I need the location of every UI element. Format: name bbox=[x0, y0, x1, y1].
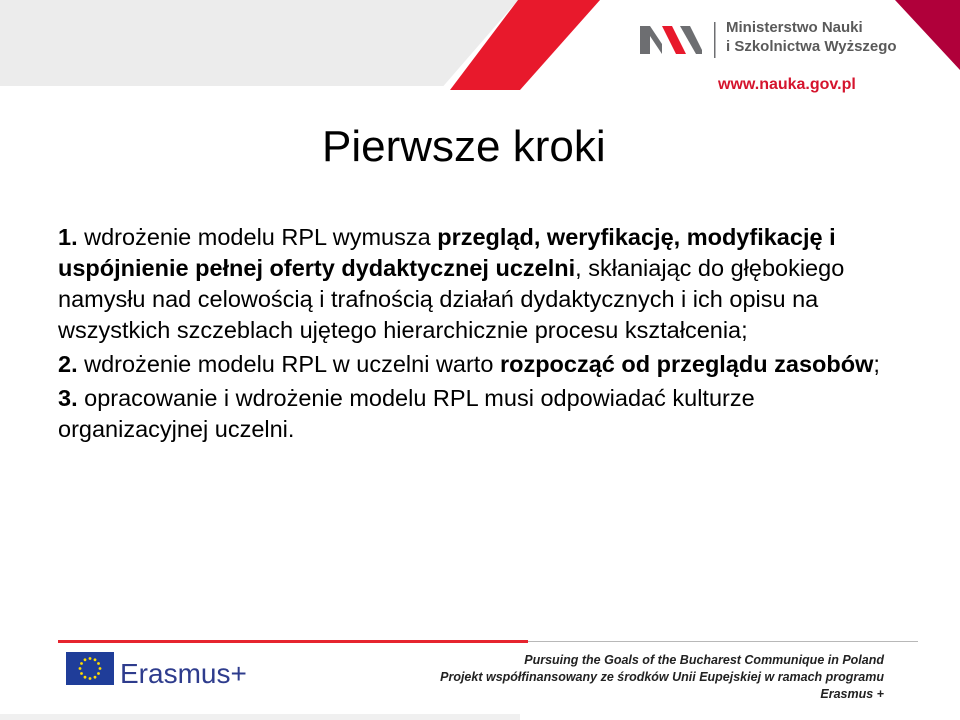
footer-divider-grey bbox=[528, 641, 918, 642]
list-item-bold-text: przegląd, weryfikację, modyfikację i uspójnienie pełnej oferty dydaktycznej uczelni bbox=[58, 224, 836, 281]
list-item-number: 2. bbox=[58, 351, 78, 377]
ministry-name-line1: Ministerstwo Nauki bbox=[726, 19, 863, 36]
list-item-text: wdrożenie modelu RPL wymusza bbox=[77, 224, 438, 250]
footer-divider-red bbox=[58, 640, 528, 643]
ministry-name-line2: i Szkolnictwa Wyższego bbox=[726, 38, 897, 55]
list-item-1 bbox=[58, 222, 908, 346]
footer-line-2: Projekt współfinansowany ze środków Unii Eupejskiej w ramach programu Erasmus + bbox=[440, 670, 884, 701]
slide-content bbox=[58, 222, 908, 448]
list-item-text: opracowanie i wdrożenie modelu RPL musi odpowiadać kulturze organizacyjnej uczelni. bbox=[58, 385, 755, 442]
eu-flag-icon bbox=[66, 652, 114, 685]
slide-title: Pierwsze kroki bbox=[322, 122, 606, 171]
list-item-text: wdrożenie modelu RPL w uczelni warto bbox=[77, 351, 500, 377]
erasmus-logo-text: Erasmus+ bbox=[120, 658, 247, 689]
list-item-3 bbox=[58, 383, 908, 445]
list-item-number: 3. bbox=[58, 385, 78, 411]
ministry-name bbox=[726, 18, 897, 56]
list-item-text: ; bbox=[873, 351, 880, 377]
ministry-url-link[interactable]: www.nauka.gov.pl bbox=[718, 76, 856, 93]
footer-line-1: Pursuing the Goals of the Bucharest Communique in Poland bbox=[524, 653, 884, 667]
list-item-2 bbox=[58, 349, 908, 380]
list-item-number: 1. bbox=[58, 224, 78, 250]
footer-info bbox=[414, 652, 884, 703]
list-item-bold-text: rozpocząć od przeglądu zasobów bbox=[499, 351, 874, 377]
bottom-strip bbox=[0, 714, 520, 720]
list-item-text: , skłaniając do głębokiego namysłu nad celowością i trafnością działań dydaktycznych i ich opisu na wszystkich szczeblach ujętego hierarchicznie procesu kształcenia; bbox=[58, 255, 845, 343]
